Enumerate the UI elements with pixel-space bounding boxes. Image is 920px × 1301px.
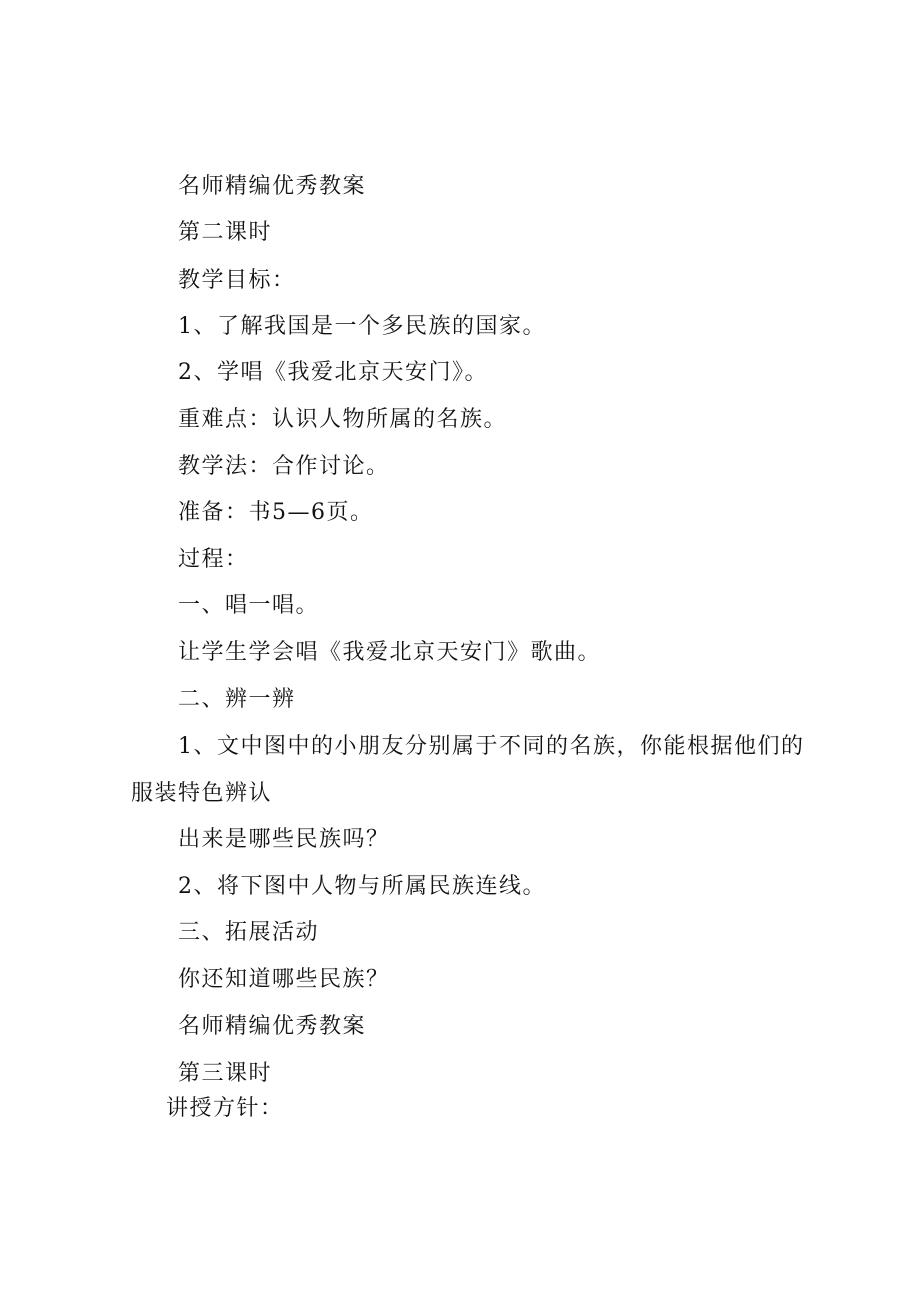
step-heading: 三、拓展活动: [178, 920, 320, 945]
objective-item: 2、学唱《我爱北京天安门》。: [178, 360, 488, 385]
section-heading: 讲授方针：: [166, 1096, 284, 1121]
paragraph: 2、将下图中人物与所属民族连线。: [178, 874, 546, 899]
lesson-title: 第二课时: [178, 220, 273, 245]
paragraph: 出来是哪些民族吗？: [178, 827, 390, 852]
step-heading: 一、唱一唱。: [178, 593, 320, 618]
page-header: 名师精编优秀教案: [178, 1014, 367, 1039]
page-header: 名师精编优秀教案: [178, 174, 367, 199]
paragraph: 让学生学会唱《我爱北京天安门》歌曲。: [178, 640, 602, 665]
section-heading: 过程：: [178, 547, 249, 572]
objective-item: 1、了解我国是一个多民族的国家。: [178, 314, 546, 339]
key-points: 重难点：认识人物所属的名族。: [178, 407, 508, 432]
lesson-title: 第三课时: [178, 1061, 273, 1086]
step-heading: 二、辨一辨: [178, 687, 296, 712]
preparation: 准备：书5—6页。: [178, 500, 374, 525]
paragraph: 服装特色辨认: [131, 781, 273, 806]
section-heading: 教学目标：: [178, 268, 296, 293]
paragraph: 你还知道哪些民族？: [178, 967, 390, 992]
paragraph: 1、文中图中的小朋友分别属于不同的名族，你能根据他们的: [178, 734, 805, 759]
teaching-method: 教学法：合作讨论。: [178, 454, 390, 479]
